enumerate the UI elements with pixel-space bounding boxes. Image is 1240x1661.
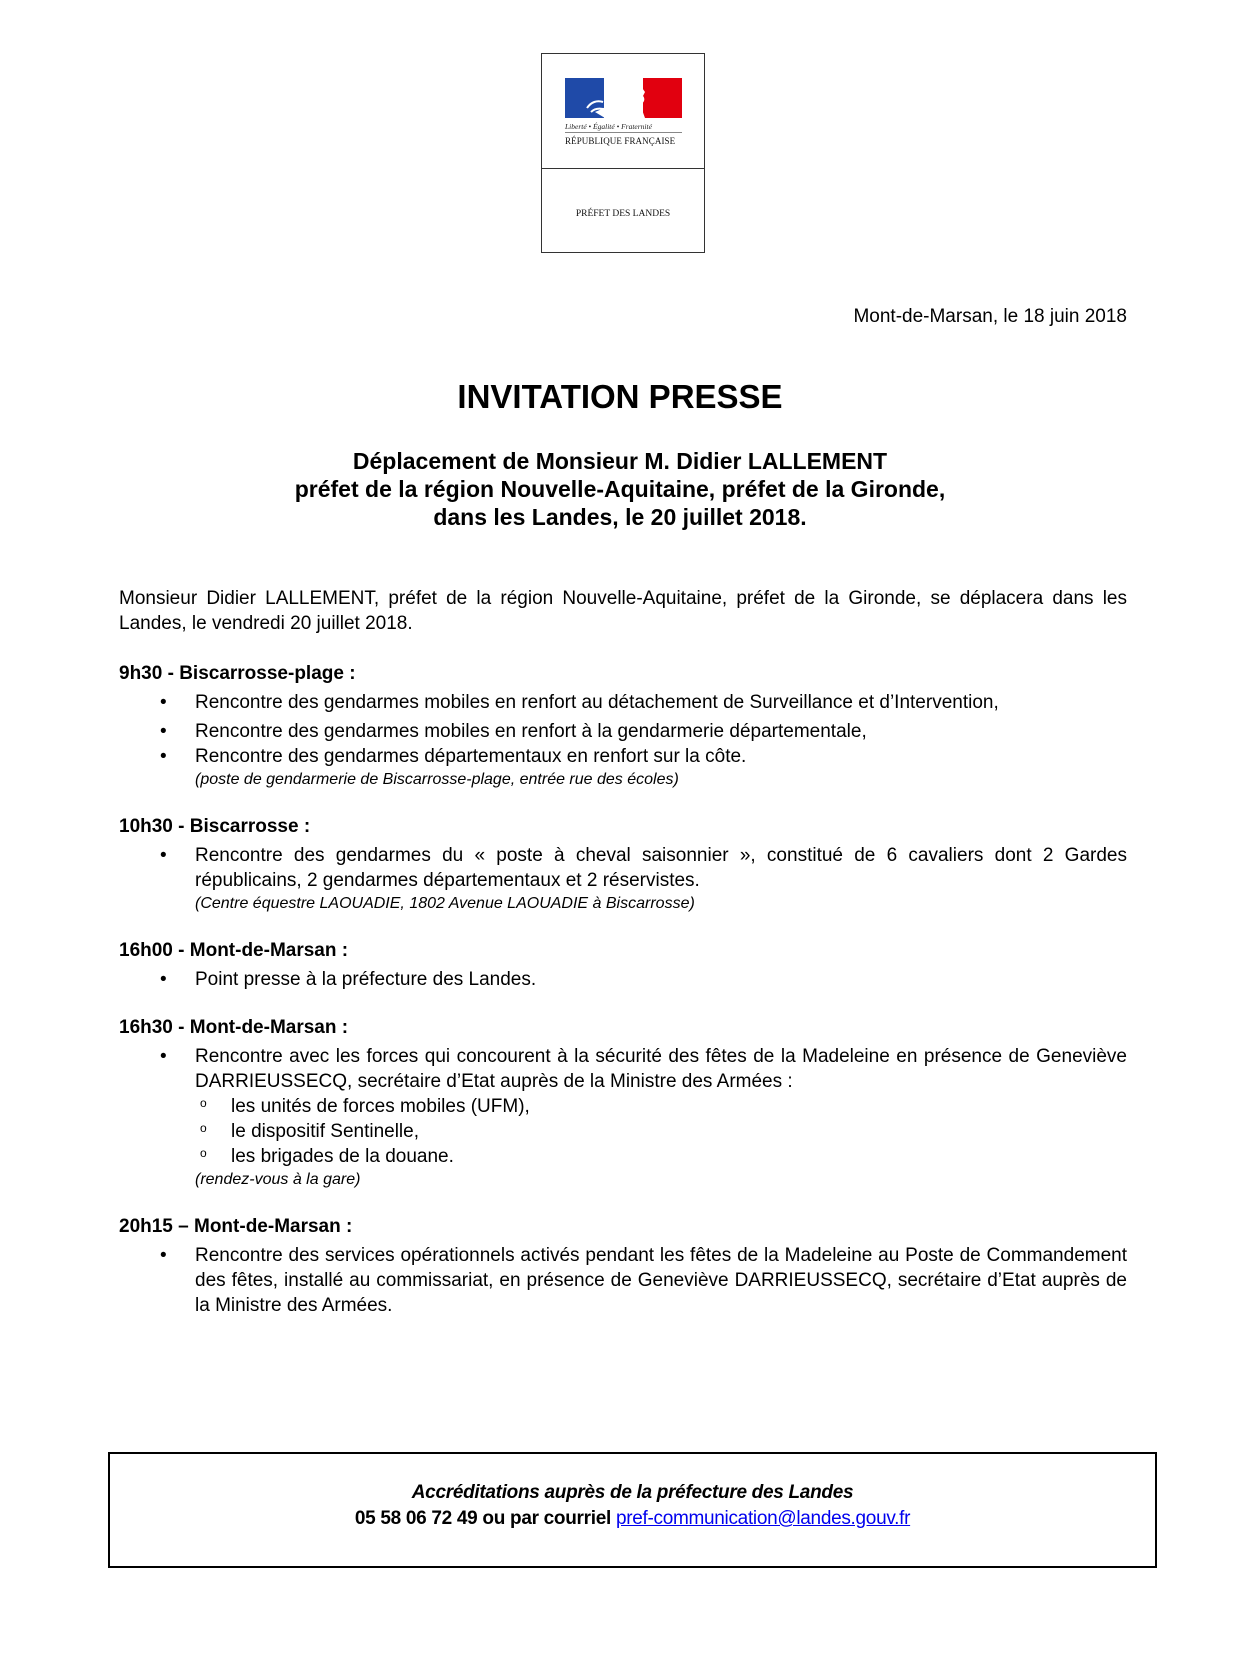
list-item-text: • Rencontre avec les forces qui concourent à la sécurité des fêtes de la Madeleine en présence de Geneviève DARRIEUSSECQ, secrétaire d’Etat auprès de la Ministre des Armées : <box>195 1046 1127 1092</box>
marianne-block <box>542 54 704 169</box>
sub-list-item: o les brigades de la douane. <box>231 1144 1127 1169</box>
bullet-list <box>119 1044 1127 1191</box>
bullet-list <box>119 1243 1127 1318</box>
bullet-list <box>119 843 1127 915</box>
schedule-section <box>119 1015 1127 1191</box>
list-item: • Rencontre des gendarmes mobiles en renfort à la gendarmerie départementale, <box>195 719 1127 744</box>
subtitle-line: Déplacement de Monsieur M. Didier LALLEMENT <box>352 448 888 474</box>
prefecture-name: PRÉFET DES LANDES <box>575 209 671 219</box>
schedule-section <box>119 661 1127 791</box>
subtitle-line: préfet de la région Nouvelle-Aquitaine, préfet de la Gironde, <box>294 476 946 502</box>
subtitle-line: dans les Landes, le 20 juillet 2018. <box>433 504 807 530</box>
prefecture-logo <box>541 53 705 253</box>
phone-number: 05 58 06 72 49 ou par courriel <box>354 1508 616 1529</box>
email-link[interactable]: pref-communication@landes.gouv.fr <box>615 1508 911 1529</box>
document-body <box>119 586 1127 1341</box>
marianne-flag-icon <box>565 78 682 118</box>
sub-list <box>195 1094 1127 1169</box>
schedule-section <box>119 814 1127 915</box>
schedule-section <box>119 938 1127 992</box>
list-item <box>195 744 1127 791</box>
page-title: INVITATION PRESSE <box>457 378 783 415</box>
subtitle <box>0 447 1240 531</box>
location-note: (rendez-vous à la gare) <box>195 1171 361 1188</box>
date-line: Mont-de-Marsan, le 18 juin 2018 <box>853 306 1127 327</box>
republic-motto: Liberté • Égalité • Fraternité <box>565 122 682 133</box>
accreditation-contact <box>110 1508 1155 1530</box>
location-note: (Centre équestre LAOUADIE, 1802 Avenue LAOUADIE à Biscarrosse) <box>195 895 695 912</box>
list-item-text: • Rencontre des gendarmes du « poste à cheval saisonnier », constitué de 6 cavaliers dont 2 Gardes républicains, 2 gendarmes départementaux et 2 réservistes. <box>195 845 1127 891</box>
intro-paragraph: Monsieur Didier LALLEMENT, préfet de la région Nouvelle-Aquitaine, préfet de la Gironde, se déplacera dans les Landes, le vendredi 20 juillet 2018. <box>119 588 1127 634</box>
list-item: • Rencontre des services opérationnels activés pendant les fêtes de la Madeleine au Poste de Commandement des fêtes, installé au commissariat, en présence de Geneviève DARRIEUSSECQ, secrétaire d’Etat auprès de la Ministre des Armées. <box>195 1243 1127 1318</box>
list-item: • Point presse à la préfecture des Landes. <box>195 967 1127 992</box>
location-note: (poste de gendarmerie de Biscarrosse-plage, entrée rue des écoles) <box>195 771 679 788</box>
sub-list-item: o le dispositif Sentinelle, <box>231 1119 1127 1144</box>
sub-list-item: o les unités de forces mobiles (UFM), <box>231 1094 1127 1119</box>
accreditation-box <box>108 1452 1157 1568</box>
list-item <box>195 843 1127 915</box>
section-heading: 9h30 - Biscarrosse-plage : <box>119 663 356 684</box>
list-item-text: • Rencontre des gendarmes départementaux en renfort sur la côte. <box>195 746 747 767</box>
republic-name: RÉPUBLIQUE FRANÇAISE <box>565 136 676 146</box>
section-heading: 20h15 – Mont-de-Marsan : <box>119 1216 353 1237</box>
schedule-section <box>119 1214 1127 1318</box>
bullet-list <box>119 967 1127 992</box>
accreditation-title: Accréditations auprès de la préfecture des Landes <box>411 1482 854 1503</box>
bullet-list <box>119 690 1127 791</box>
section-heading: 16h30 - Mont-de-Marsan : <box>119 1017 349 1038</box>
section-heading: 16h00 - Mont-de-Marsan : <box>119 940 349 961</box>
list-item: • Rencontre des gendarmes mobiles en renfort au détachement de Surveillance et d’Intervention, <box>195 690 1127 715</box>
list-item <box>195 1044 1127 1191</box>
section-heading: 10h30 - Biscarrosse : <box>119 816 311 837</box>
